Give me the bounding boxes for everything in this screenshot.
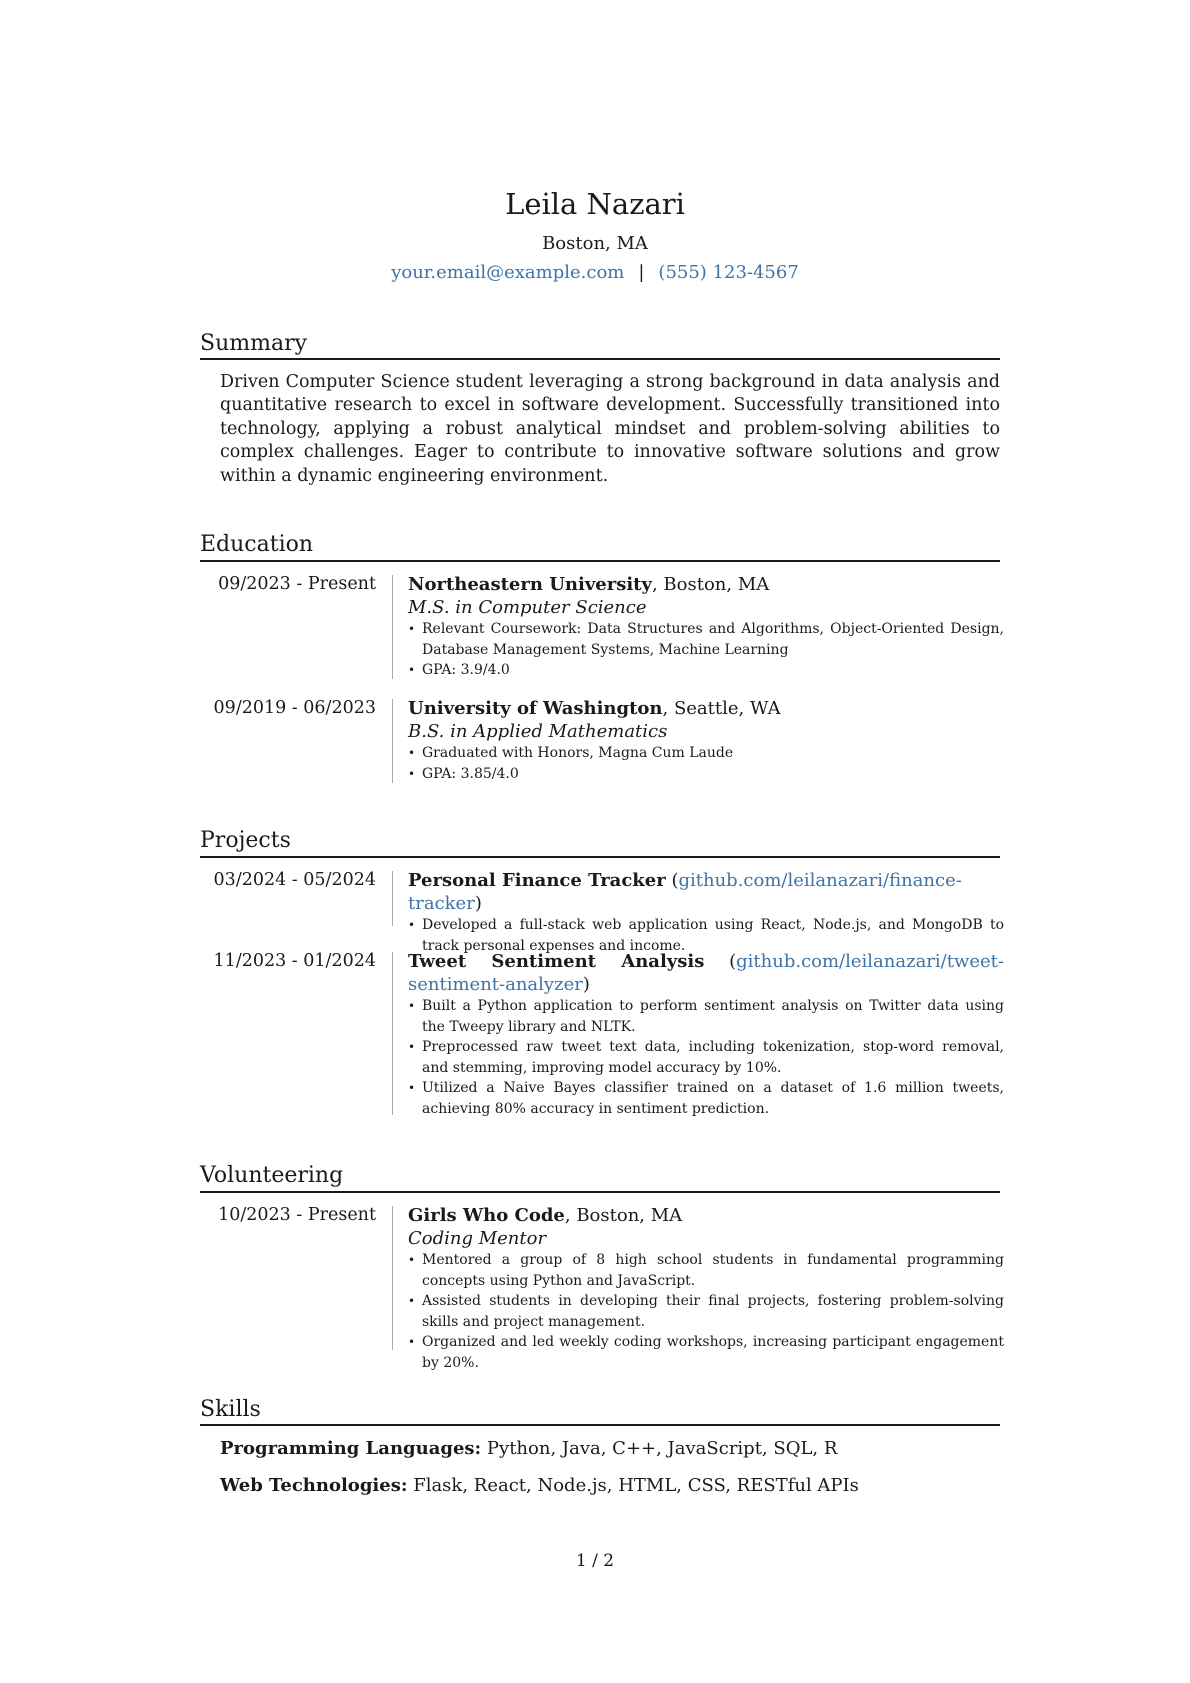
entry-divider: [392, 1206, 393, 1350]
entry-org: Girls Who Code: [408, 1205, 565, 1226]
summary-text: Driven Computer Science student leveraging a strong background in data analysis and quantitative research to excel in software development. Successfully transitioned into technology, applying a robust analytical mindset and problem-solving abilities to complex challenges. Eager to contribute to innovative software solutions and grow within a dynamic engineering environment.: [220, 372, 1000, 486]
skills-rule: [200, 1424, 1000, 1426]
entry-bullets: [408, 1250, 1004, 1373]
paren-open: (: [665, 870, 679, 891]
summary-heading: Summary: [200, 331, 308, 356]
entry-heading: [408, 573, 1004, 596]
page-number: 1 / 2: [575, 1551, 615, 1571]
projects-heading: Projects: [200, 828, 291, 853]
project-name: Personal Finance Tracker: [408, 870, 666, 891]
entry-place: , Seattle, WA: [662, 698, 781, 719]
bullet-item: • Graduated with Honors, Magna Cum Laude: [408, 743, 1004, 764]
entry-heading: [408, 950, 1004, 996]
bullet-item: • Utilized a Naive Bayes classifier trained on a dataset of 1.6 million tweets, achieving 80% accuracy in sentiment prediction.: [408, 1078, 1004, 1119]
volunteering-heading: Volunteering: [200, 1163, 344, 1188]
project-name: Tweet Sentiment Analysis: [408, 951, 705, 972]
entry-divider: [392, 952, 393, 1115]
bullet-item: • Assisted students in developing their final projects, fostering problem-solving skills and project management.: [408, 1291, 1004, 1332]
bullet-item: • GPA: 3.9/4.0: [408, 660, 1004, 681]
projects-rule: [200, 856, 1000, 858]
skill-label: Web Technologies:: [220, 1475, 408, 1496]
entry-body: [408, 697, 1004, 784]
entry-org: University of Washington: [408, 698, 663, 719]
entry-role: B.S. in Applied Mathematics: [408, 721, 668, 742]
entry-bullets: [408, 619, 1004, 681]
bullet-item: • Developed a full-stack web application using React, Node.js, and MongoDB to track personal expenses and income.: [408, 915, 1004, 956]
skill-label: Programming Languages:: [220, 1438, 482, 1459]
skill-value: Flask, React, Node.js, HTML, CSS, RESTful APIs: [407, 1475, 859, 1496]
entry-date: 11/2023 - 01/2024: [213, 951, 376, 971]
contact-separator: |: [638, 262, 645, 283]
skills-heading: Skills: [200, 1397, 261, 1422]
summary-rule: [200, 358, 1000, 360]
bullet-item: • GPA: 3.85/4.0: [408, 764, 1004, 785]
skill-value: Python, Java, C++, JavaScript, SQL, R: [481, 1438, 838, 1459]
entry-divider: [392, 871, 393, 926]
bullet-item: • Built a Python application to perform sentiment analysis on Twitter data using the Tweepy library and NLTK.: [408, 996, 1004, 1037]
entry-role: Coding Mentor: [408, 1228, 547, 1249]
entry-org: Northeastern University: [408, 574, 652, 595]
entry-heading: [408, 697, 1004, 720]
entry-body: [408, 573, 1004, 681]
skill-row: [220, 1474, 1000, 1497]
education-heading: Education: [200, 532, 314, 557]
entry-heading: [408, 869, 1004, 915]
project-link[interactable]: github.com/leilanazari/finance-tracker: [408, 870, 962, 914]
entry-divider: [392, 699, 393, 783]
paren-close: ): [474, 893, 482, 914]
entry-body: [408, 950, 1004, 1119]
contact-line: [0, 264, 1190, 282]
entry-body: [408, 869, 1004, 956]
project-link[interactable]: github.com/leilanazari/tweet-sentiment-analyzer: [408, 951, 1004, 995]
entry-bullets: [408, 743, 1004, 784]
bullet-item: • Relevant Coursework: Data Structures and Algorithms, Object-Oriented Design, Database Management Systems, Machine Learning: [408, 619, 1004, 660]
entry-date: 10/2023 - Present: [218, 1205, 376, 1225]
entry-place: , Boston, MA: [564, 1205, 683, 1226]
entry-date: 09/2023 - Present: [218, 574, 376, 594]
phone-link[interactable]: (555) 123-4567: [658, 262, 799, 283]
bullet-item: • Mentored a group of 8 high school students in fundamental programming concepts using Python and JavaScript.: [408, 1250, 1004, 1291]
bullet-item: • Preprocessed raw tweet text data, including tokenization, stop-word removal, and stemming, improving model accuracy by 10%.: [408, 1037, 1004, 1078]
location: Boston, MA: [542, 233, 648, 254]
resume-name: Leila Nazari: [505, 187, 685, 221]
skill-row: [220, 1437, 1000, 1460]
entry-date: 03/2024 - 05/2024: [213, 870, 376, 890]
paren-close: ): [582, 974, 590, 995]
education-rule: [200, 560, 1000, 562]
entry-date: 09/2019 - 06/2023: [213, 698, 376, 718]
entry-body: [408, 1204, 1004, 1373]
volunteering-rule: [200, 1191, 1000, 1193]
entry-divider: [392, 575, 393, 679]
paren-open: (: [704, 951, 737, 972]
bullet-item: • Organized and led weekly coding workshops, increasing participant engagement by 20%.: [408, 1332, 1004, 1373]
entry-place: , Boston, MA: [651, 574, 770, 595]
email-link[interactable]: your.email@example.com: [391, 262, 625, 283]
entry-heading: [408, 1204, 1004, 1227]
entry-role: M.S. in Computer Science: [408, 597, 647, 618]
entry-bullets: [408, 996, 1004, 1119]
